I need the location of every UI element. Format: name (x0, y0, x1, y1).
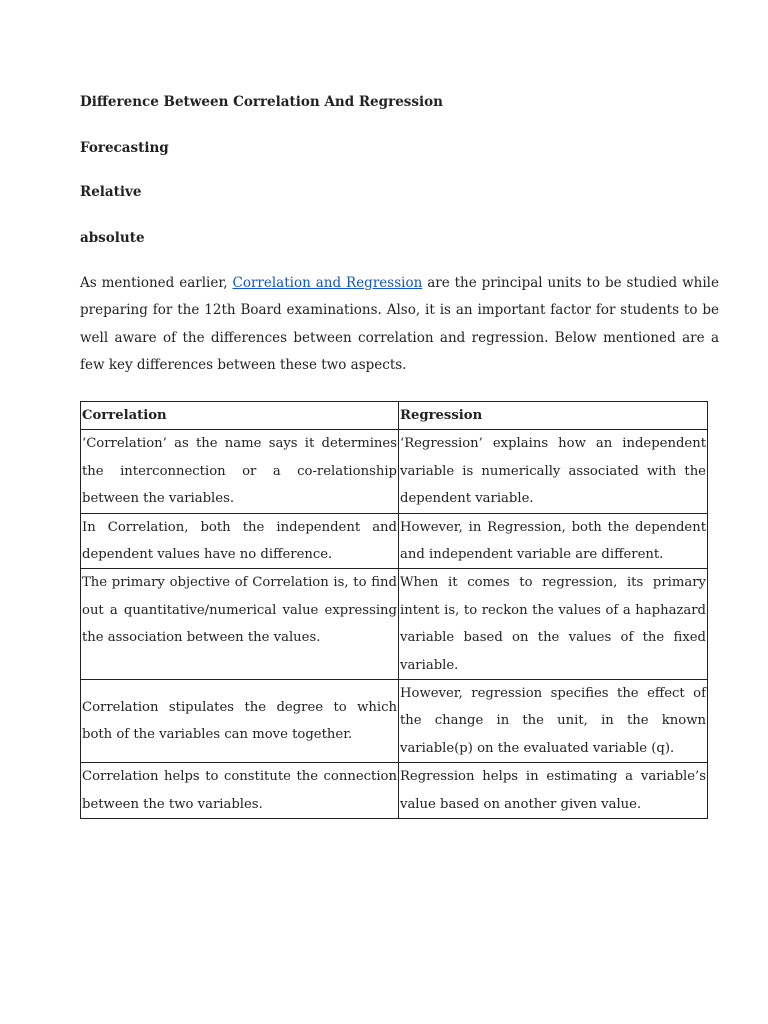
comparison-table (80, 401, 708, 819)
heading-relative: Relative (80, 184, 142, 200)
cell-correlation: The primary objective of Correlation is, to find out a quantitative/numerical value expressing the association between the values. (81, 569, 399, 680)
cell-correlation: Correlation stipulates the degree to which both of the variables can move together. (81, 680, 399, 763)
intro-text-before-link: As mentioned earlier, (80, 275, 233, 291)
heading-forecasting: Forecasting (80, 140, 169, 156)
cell-regression: When it comes to regression, its primary intent is, to reckon the values of a haphazard variable based on the values of the fixed variable. (399, 569, 708, 680)
table-row (81, 513, 708, 569)
document-title: Difference Between Correlation And Regression (80, 94, 443, 110)
header-regression: Regression (399, 402, 708, 430)
intro-text-after-link: are the principal units to be studied while preparing for the 12th Board examinations. Also, it is an important factor for students to be well aware of the differences between correlation and regression. Below mentioned are a few key differences between these two aspects. (80, 275, 719, 373)
cell-regression: ‘Regression’ explains how an independent variable is numerically associated with the dependent variable. (399, 430, 708, 513)
intro-paragraph (80, 270, 719, 379)
table-row (81, 680, 708, 763)
cell-regression: However, in Regression, both the dependent and independent variable are different. (399, 513, 708, 569)
table-row (81, 430, 708, 513)
cell-correlation: ‘Correlation’ as the name says it determines the interconnection or a co-relationship between the variables. (81, 430, 399, 513)
cell-correlation: Correlation helps to constitute the connection between the two variables. (81, 763, 399, 819)
header-correlation: Correlation (81, 402, 399, 430)
table-row (81, 569, 708, 680)
correlation-regression-link[interactable]: Correlation and Regression (232, 275, 423, 291)
cell-regression: Regression helps in estimating a variable’s value based on another given value. (399, 763, 708, 819)
cell-correlation: In Correlation, both the independent and dependent values have no difference. (81, 513, 399, 569)
table-header-row (81, 402, 708, 430)
heading-absolute: absolute (80, 230, 145, 246)
table-row (81, 763, 708, 819)
cell-regression: However, regression specifies the effect of the change in the unit, in the known variable(p) on the evaluated variable (q). (399, 680, 708, 763)
